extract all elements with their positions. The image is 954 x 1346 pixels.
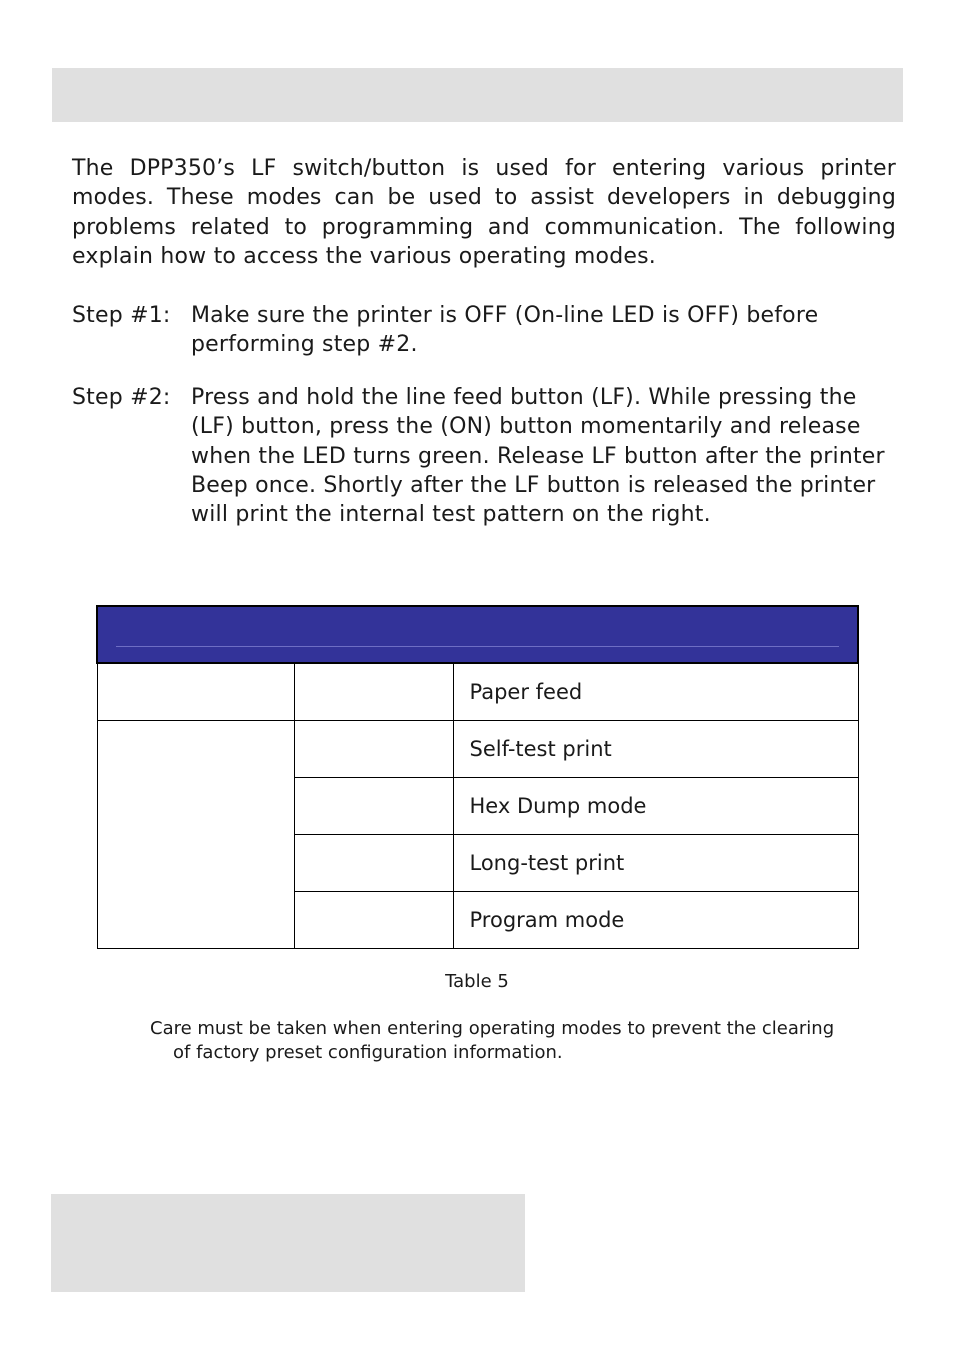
table-row [97,721,858,778]
mode-label: Paper feed [453,663,858,721]
table-header [97,606,858,663]
table-cell [97,663,294,721]
step-2 [72,383,902,529]
table-cell [294,663,453,721]
table-cell [294,778,453,835]
step-1-label: Step #1: [72,303,171,328]
step-2-label: Step #2: [72,385,171,410]
table-caption: Table 5 [445,971,509,992]
step-1-text: Make sure the printer is OFF (On-line LED is OFF) before performing step #2. [191,303,819,358]
intro-paragraph: The DPP350’s LF switch/button is used for entering various printer modes. These modes can be used to assist developers in debugging problems related to programming and communication. The following explain how to access the various operating modes. [72,156,896,269]
header-band [52,68,903,122]
operating-modes-table [96,605,859,949]
footer-band [51,1194,525,1292]
table-cell [294,835,453,892]
mode-label: Self-test print [453,721,858,778]
step-2-text: Press and hold the line feed button (LF). While pressing the (LF) button, press the (ON) button momentarily and release when the LED turns green. Release LF button after the printer Beep once. Shortly after the LF button is released the printer will print the internal test pattern on the right. [191,385,885,528]
mode-label: Long-test print [453,835,858,892]
caution-note: Care must be taken when entering operating modes to prevent the clearing of factory preset configuration information. [150,1018,835,1063]
header-divider [116,646,839,647]
table-header-row [97,606,858,663]
table-cell [97,721,294,949]
table-cell [294,892,453,949]
step-1 [72,301,902,360]
table-row [97,663,858,721]
mode-label: Hex Dump mode [453,778,858,835]
table-cell [294,721,453,778]
mode-label: Program mode [453,892,858,949]
